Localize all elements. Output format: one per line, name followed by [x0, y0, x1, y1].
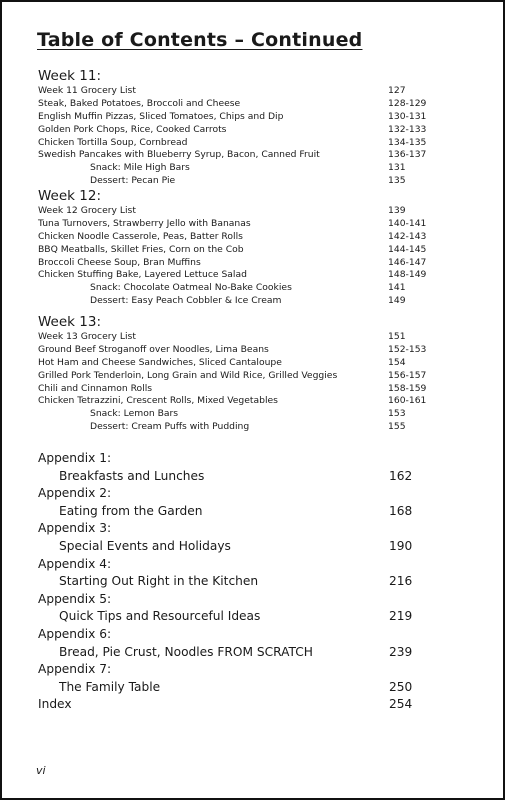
entry-page: 155	[388, 421, 406, 433]
entry-label: Chicken Stuffing Bake, Layered Lettuce Salad	[38, 269, 247, 281]
appendix-label: The Family Table	[59, 679, 161, 694]
toc-entry-dessert	[38, 295, 478, 308]
entry-label: Grilled Pork Tenderloin, Long Grain and Wild Rice, Grilled Veggies	[38, 369, 338, 381]
appendix-page: 162	[389, 468, 413, 483]
toc-entry	[38, 231, 478, 244]
entry-page: 151	[388, 331, 406, 342]
index-entry	[38, 696, 478, 714]
entry-label: Steak, Baked Potatoes, Broccoli and Cheese	[38, 97, 241, 109]
entry-label: Dessert: Cream Puffs with Pudding	[90, 421, 250, 433]
toc-entry-dessert	[38, 175, 478, 188]
toc-entry	[38, 124, 478, 137]
appendix-label: Eating from the Garden	[59, 503, 203, 518]
appendix-label: Starting Out Right in the Kitchen	[59, 574, 259, 589]
toc-entry	[38, 149, 478, 162]
appendix-heading: Appendix 3:	[38, 521, 112, 536]
appendix-label: Quick Tips and Resourceful Ideas	[59, 609, 261, 624]
appendix-heading: Appendix 7:	[38, 662, 112, 677]
entry-label: Chicken Tortilla Soup, Cornbread	[38, 136, 188, 148]
entry-page: 149	[388, 295, 406, 307]
entry-label: Hot Ham and Cheese Sandwiches, Sliced Cantaloupe	[38, 356, 282, 368]
appendix-entry	[38, 538, 478, 556]
appendix-heading: Appendix 4:	[38, 556, 112, 571]
appendix-entry	[38, 608, 478, 626]
toc-entry	[38, 370, 478, 383]
entry-label: Golden Pork Chops, Rice, Cooked Carrots	[38, 123, 227, 135]
entry-page: 135	[388, 175, 406, 187]
toc-entry	[38, 344, 478, 357]
appendix-heading: Appendix 1:	[38, 451, 112, 465]
entry-page: 139	[388, 205, 406, 216]
entry-label: Ground Beef Stroganoff over Noodles, Lima Beans	[38, 343, 269, 355]
entry-label: Week 11 Grocery List	[38, 85, 136, 96]
appendix-entry	[38, 503, 478, 521]
entry-label: Swedish Pancakes with Blueberry Syrup, Bacon, Canned Fruit	[38, 149, 320, 161]
appendix-entry	[38, 679, 478, 697]
appendix-page: 250	[389, 679, 413, 694]
page-number: vi	[36, 764, 46, 777]
entry-page: 130-131	[388, 110, 427, 122]
toc-entry	[38, 111, 478, 124]
entry-page: 156-157	[388, 369, 427, 381]
toc-entry	[38, 357, 478, 370]
entry-page: 132-133	[388, 123, 427, 135]
appendix-entry	[38, 573, 478, 591]
toc-entry	[38, 85, 478, 98]
appendix-entry	[38, 644, 478, 662]
toc-entry	[38, 383, 478, 396]
entry-page: 140-141	[388, 217, 427, 229]
entry-page: 152-153	[388, 343, 427, 355]
appendix-label: Special Events and Holidays	[59, 538, 231, 553]
entry-page: 158-159	[388, 382, 427, 394]
entry-label: Chili and Cinnamon Rolls	[38, 382, 153, 394]
entry-label: Snack: Lemon Bars	[90, 408, 179, 420]
appendix-page: 239	[389, 644, 413, 659]
entry-page: 146-147	[388, 256, 427, 268]
toc-entry	[38, 331, 478, 344]
toc-entry	[38, 257, 478, 270]
week-section	[38, 314, 478, 434]
appendix-label: Bread, Pie Crust, Noodles FROM SCRATCH	[59, 644, 313, 659]
entry-label: Dessert: Pecan Pie	[90, 175, 176, 187]
toc-entry-snack	[38, 162, 478, 175]
week-heading: Week 12:	[38, 188, 102, 204]
toc-entry-snack	[38, 282, 478, 295]
entry-page: 142-143	[388, 230, 427, 242]
entry-page: 154	[388, 356, 406, 368]
toc-entry-snack	[38, 408, 478, 421]
entry-page: 127	[388, 85, 406, 96]
entry-label: Broccoli Cheese Soup, Bran Muffins	[38, 256, 201, 268]
toc-entry	[38, 244, 478, 257]
entry-label: Snack: Chocolate Oatmeal No-Bake Cookies	[90, 282, 292, 294]
entry-page: 160-161	[388, 395, 427, 407]
appendix-heading: Appendix 2:	[38, 486, 112, 501]
entry-label: Week 13 Grocery List	[38, 331, 136, 342]
appendix-heading: Appendix 5:	[38, 591, 112, 606]
week-heading: Week 13:	[38, 314, 102, 330]
entry-label: BBQ Meatballs, Skillet Fries, Corn on the Cob	[38, 243, 244, 255]
toc-entry	[38, 218, 478, 231]
entry-page: 131	[388, 162, 406, 174]
entry-page: 141	[388, 282, 406, 294]
entry-label: Snack: Mile High Bars	[90, 162, 190, 174]
week-section	[38, 188, 478, 308]
index-label: Index	[38, 697, 72, 712]
entry-label: Chicken Noodle Casserole, Peas, Batter Rolls	[38, 230, 243, 242]
week-heading: Week 11:	[38, 68, 102, 84]
appendix-heading: Appendix 6:	[38, 626, 112, 641]
toc-entry	[38, 98, 478, 111]
week-section	[38, 68, 478, 188]
entry-page: 136-137	[388, 149, 427, 161]
appendix-page: 219	[389, 609, 413, 624]
appendix-entry	[38, 468, 478, 486]
toc-entry	[38, 205, 478, 218]
entry-label: Dessert: Easy Peach Cobbler & Ice Cream	[90, 295, 282, 307]
appendix-label: Breakfasts and Lunches	[59, 468, 205, 483]
toc-entry-dessert	[38, 421, 478, 434]
page-title: Table of Contents – Continued	[37, 29, 363, 51]
entry-label: Chicken Tetrazzini, Crescent Rolls, Mixed Vegetables	[38, 395, 278, 407]
appendix-page: 216	[389, 574, 413, 589]
entry-label: Tuna Turnovers, Strawberry Jello with Bananas	[38, 217, 251, 229]
entry-page: 128-129	[388, 97, 427, 109]
toc-entry	[38, 395, 478, 408]
toc-entry	[38, 137, 478, 150]
toc-entry	[38, 269, 478, 282]
entry-page: 148-149	[388, 269, 427, 281]
entry-label: Week 12 Grocery List	[38, 205, 136, 216]
entry-page: 153	[388, 408, 406, 420]
appendix-page: 168	[389, 503, 413, 518]
index-page: 254	[389, 697, 413, 712]
appendix-page: 190	[389, 538, 413, 553]
entry-page: 144-145	[388, 243, 427, 255]
entry-label: English Muffin Pizzas, Sliced Tomatoes, Chips and Dip	[38, 110, 284, 122]
entry-page: 134-135	[388, 136, 427, 148]
appendix-list	[38, 450, 478, 714]
